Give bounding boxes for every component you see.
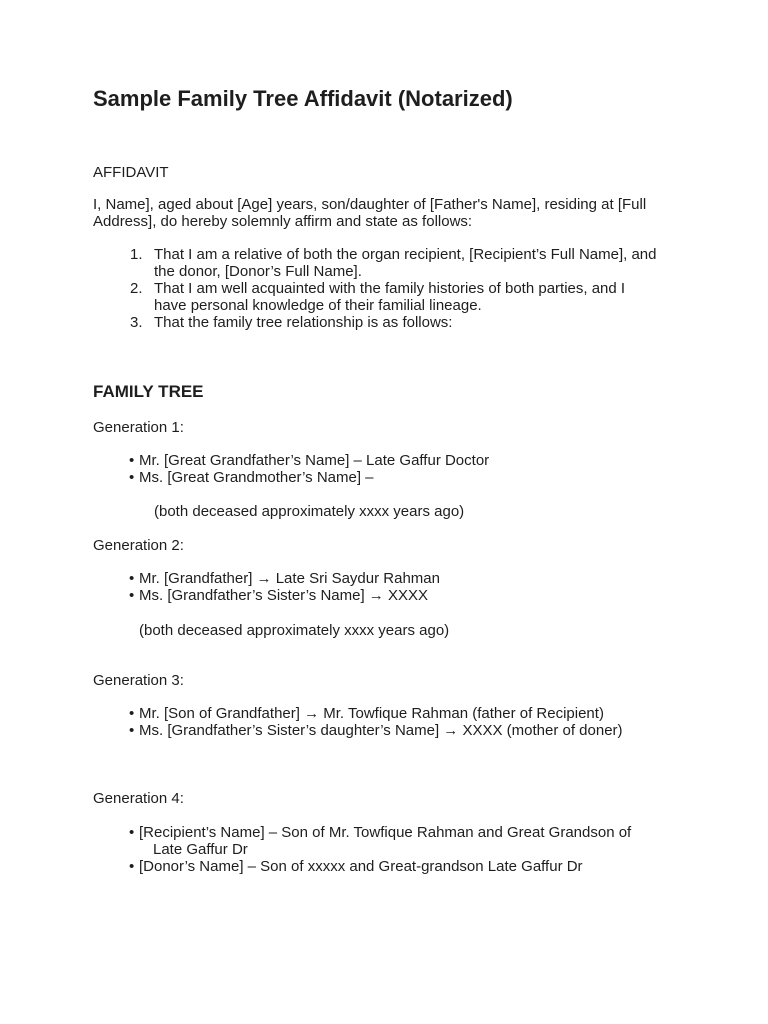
document-title: Sample Family Tree Affidavit (Notarized) (93, 86, 513, 111)
list-item (129, 570, 689, 587)
bullet-icon: • (129, 570, 135, 587)
list-item-text: Ms. [Grandfather’s Sister’s daughter’s Name] → XXXX (mother of doner) (139, 722, 623, 739)
list-item-text: Mr. [Great Grandfather’s Name] – Late Gaffur Doctor (139, 452, 490, 469)
statement-line: That I am well acquainted with the family histories of both parties, and I (154, 280, 626, 297)
generation-1-note: (both deceased approximately xxxx years ago) (154, 503, 465, 520)
bullet-icon: • (129, 705, 135, 722)
statement-line: the donor, [Donor’s Full Name]. (154, 263, 362, 280)
generation-3-label: Generation 3: (93, 672, 184, 689)
list-item-text: Ms. [Grandfather’s Sister’s Name] → XXXX (139, 587, 428, 604)
family-tree-heading: FAMILY TREE (93, 382, 204, 401)
bullet-icon: • (129, 469, 135, 486)
generation-4-list (129, 824, 689, 875)
bullet-icon: • (129, 587, 135, 604)
bullet-icon: • (129, 824, 135, 841)
list-item-text: Ms. [Great Grandmother’s Name] – (139, 469, 374, 486)
generation-2-label: Generation 2: (93, 537, 184, 554)
generation-1-list (129, 452, 689, 486)
bullet-icon: • (129, 722, 135, 739)
list-item (129, 587, 689, 604)
statement-number: 3. (130, 314, 143, 331)
generation-4-label: Generation 4: (93, 790, 184, 807)
list-item (129, 469, 689, 486)
list-item (129, 824, 689, 858)
generation-2-list (129, 570, 689, 604)
statement-line: have personal knowledge of their familial lineage. (154, 297, 482, 314)
statement-item (120, 314, 690, 331)
bullet-icon: • (129, 452, 135, 469)
statement-line: That I am a relative of both the organ recipient, [Recipient’s Full Name], and (154, 246, 657, 263)
list-item-continuation: Late Gaffur Dr (153, 841, 248, 858)
generation-3-list (129, 705, 689, 739)
bullet-icon: • (129, 858, 135, 875)
list-item-text: [Donor’s Name] – Son of xxxxx and Great-grandson Late Gaffur Dr (139, 858, 583, 875)
generation-2-note: (both deceased approximately xxxx years ago) (139, 622, 450, 639)
intro-paragraph: I, Name], aged about [Age] years, son/daughter of [Father's Name], residing at [Full Address], do hereby solemnly affirm and state as follows: (93, 196, 647, 230)
statement-number: 2. (130, 280, 143, 297)
statement-item (120, 246, 690, 280)
statement-item (120, 280, 690, 314)
statement-number: 1. (130, 246, 143, 263)
list-item (129, 858, 689, 875)
affidavit-label: AFFIDAVIT (93, 164, 169, 181)
list-item (129, 722, 689, 739)
list-item-text: Mr. [Grandfather] → Late Sri Saydur Rahman (139, 570, 440, 587)
list-item (129, 705, 689, 722)
statement-line: That the family tree relationship is as follows: (154, 314, 453, 331)
statements-list (120, 246, 690, 331)
list-item (129, 452, 689, 469)
list-item-text: Mr. [Son of Grandfather] → Mr. Towfique Rahman (father of Recipient) (139, 705, 604, 722)
list-item-text: [Recipient’s Name] – Son of Mr. Towfique Rahman and Great Grandson of (139, 824, 632, 841)
generation-1-label: Generation 1: (93, 419, 184, 436)
